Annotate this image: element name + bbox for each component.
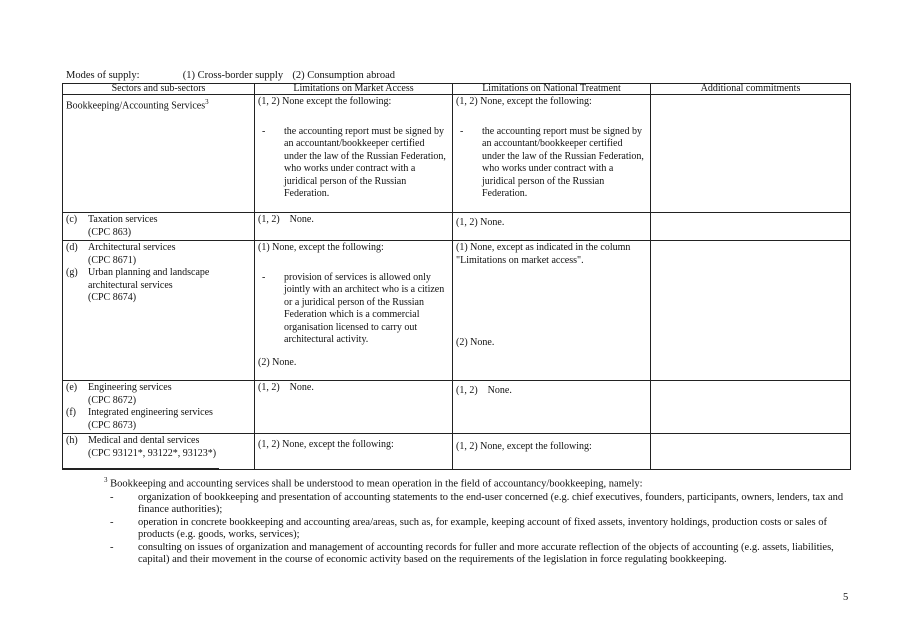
sector-item	[66, 242, 251, 267]
footnote-item-text: operation in concrete bookkeeping and accounting area/areas, such as, for example, keeping account of fixed assets, inventory holdings, production costs or sales of products (e.g. goods, works, services);	[138, 516, 827, 540]
market-access-cell	[255, 213, 453, 241]
ma-bullet-text: the accounting report must be signed by an accountant/bookkeeper certified under the law of the Russian Federation, who works under contract with a juridical person of the Russian Federation.	[284, 125, 446, 199]
page-number: 5	[843, 592, 849, 603]
footnote-divider	[63, 468, 219, 469]
footnote-item	[104, 492, 856, 516]
national-treatment-cell	[453, 95, 651, 213]
table-row	[63, 213, 851, 241]
bullet-dash: -	[262, 271, 266, 283]
footnote-dash: -	[110, 541, 114, 553]
header-sectors: Sectors and sub-sectors	[63, 84, 255, 95]
footnote-item-text: consulting on issues of organization and management of accounting records for fuller and more accurate reflection of the objects of accounting (e.g. assets, liabilities, capital) and their movement in the course of economic activity based on the requirements of the legislation in force regulating bookkeeping.	[138, 541, 834, 565]
ma-intro: (1) None, except the following:	[258, 242, 384, 253]
ma-text: (1, 2) None.	[258, 382, 314, 393]
footnote-dash: -	[110, 491, 114, 503]
additional-cell	[651, 213, 851, 241]
header-market-access: Limitations on Market Access	[255, 84, 453, 95]
sector-label: (g)	[66, 267, 78, 278]
table-row	[63, 434, 851, 470]
header-row	[63, 84, 851, 95]
additional-cell	[651, 241, 851, 381]
sector-cpc: (CPC 8674)	[88, 292, 137, 303]
ma-text: (1, 2) None, except the following:	[258, 439, 394, 450]
sector-item	[66, 435, 251, 460]
sector-name: Architectural services	[88, 242, 176, 253]
ma-bullet	[258, 272, 449, 347]
mode-1: (1) Cross-border supply	[182, 70, 284, 81]
national-treatment-cell	[453, 213, 651, 241]
sector-item	[66, 214, 251, 239]
sector-cell	[63, 434, 255, 470]
bullet-dash: -	[262, 125, 266, 137]
market-access-cell	[255, 241, 453, 381]
footnote-text: Bookkeeping and accounting services shall be understood to mean operation in the field of accountancy/bookkeeping, namely:	[110, 478, 643, 490]
mode-2: (2) Consumption abroad	[292, 70, 395, 81]
nt-intro: (1, 2) None, except the following:	[456, 96, 592, 107]
table-row	[63, 381, 851, 434]
nt-bullet-text: the accounting report must be signed by an accountant/bookkeeper certified under the law of the Russian Federation, who works under contract with a juridical person of the Russian Federation.	[482, 125, 644, 199]
header-national-treatment: Limitations on National Treatment	[453, 84, 651, 95]
market-access-cell	[255, 95, 453, 213]
footnote-item-text: organization of bookkeeping and presentation of accounting statements to the end-user concerned (e.g. chief executives, founders, participants, owners, lenders, tax and finance authorities);	[138, 491, 844, 515]
footnote-item	[104, 517, 856, 541]
table-row	[63, 95, 851, 213]
national-treatment-cell	[453, 381, 651, 434]
nt-mode2: (2) None.	[456, 337, 495, 348]
schedule-table	[62, 83, 851, 470]
modes-label: Modes of supply:	[66, 70, 140, 81]
sector-name: Engineering services	[88, 382, 172, 393]
national-treatment-cell	[453, 434, 651, 470]
sector-cell	[63, 241, 255, 381]
ma-intro: (1, 2) None except the following:	[258, 96, 392, 107]
footnote-text-line	[104, 474, 856, 491]
sector-cell	[63, 381, 255, 434]
sector-name: Medical and dental services	[88, 435, 200, 446]
footnote-ref: 3	[205, 98, 209, 106]
sector-label: (f)	[66, 407, 76, 418]
national-treatment-cell	[453, 241, 651, 381]
sector-label: (d)	[66, 242, 78, 253]
ma-text: (1, 2) None.	[258, 214, 314, 225]
sector-cell	[63, 95, 255, 213]
sector-cpc: (CPC 8673)	[88, 419, 137, 431]
sector-cpc: (CPC 8671)	[88, 254, 137, 266]
sector-name: Urban planning and landscape architectural services	[88, 267, 210, 291]
footnote	[104, 474, 856, 566]
footnote-dash: -	[110, 516, 114, 528]
additional-cell	[651, 434, 851, 470]
sector-name: Bookkeeping/Accounting Services	[66, 100, 206, 112]
sector-item	[66, 267, 251, 305]
ma-bullet-text: provision of services is allowed only jointly with an architect who is a citizen or a juridical person of the Russian Federation which is a commercial organisation licensed to carry out architectural activity.	[284, 271, 445, 345]
footnote-item	[104, 542, 856, 566]
sector-cpc: (CPC 863)	[88, 226, 132, 238]
market-access-cell	[255, 381, 453, 434]
sector-label: (c)	[66, 214, 78, 225]
sector-cell	[63, 213, 255, 241]
table-row	[63, 241, 851, 381]
additional-cell	[651, 95, 851, 213]
sector-cpc: (CPC 93121*, 93122*, 93123*)	[88, 447, 217, 459]
additional-cell	[651, 381, 851, 434]
sector-label: (e)	[66, 382, 78, 393]
ma-mode2: (2) None.	[258, 356, 297, 368]
nt-text: (1, 2) None.	[456, 385, 512, 396]
sector-name: Integrated engineering services	[88, 407, 213, 418]
nt-intro: (1) None, except as indicated in the column "Limitations on market access".	[456, 242, 631, 266]
bullet-dash: -	[460, 125, 464, 137]
nt-bullet	[456, 126, 647, 201]
market-access-cell	[255, 434, 453, 470]
sector-name: Taxation services	[88, 214, 158, 225]
header-additional: Additional commitments	[651, 84, 851, 95]
modes-of-supply	[66, 70, 395, 81]
sector-label: (h)	[66, 435, 78, 446]
nt-text: (1, 2) None, except the following:	[456, 441, 592, 452]
nt-text: (1, 2) None.	[456, 217, 505, 228]
ma-bullet	[258, 126, 449, 201]
footnote-number: 3	[104, 476, 108, 484]
sector-item	[66, 382, 251, 407]
sector-item	[66, 407, 251, 432]
sector-cpc: (CPC 8672)	[88, 394, 137, 406]
